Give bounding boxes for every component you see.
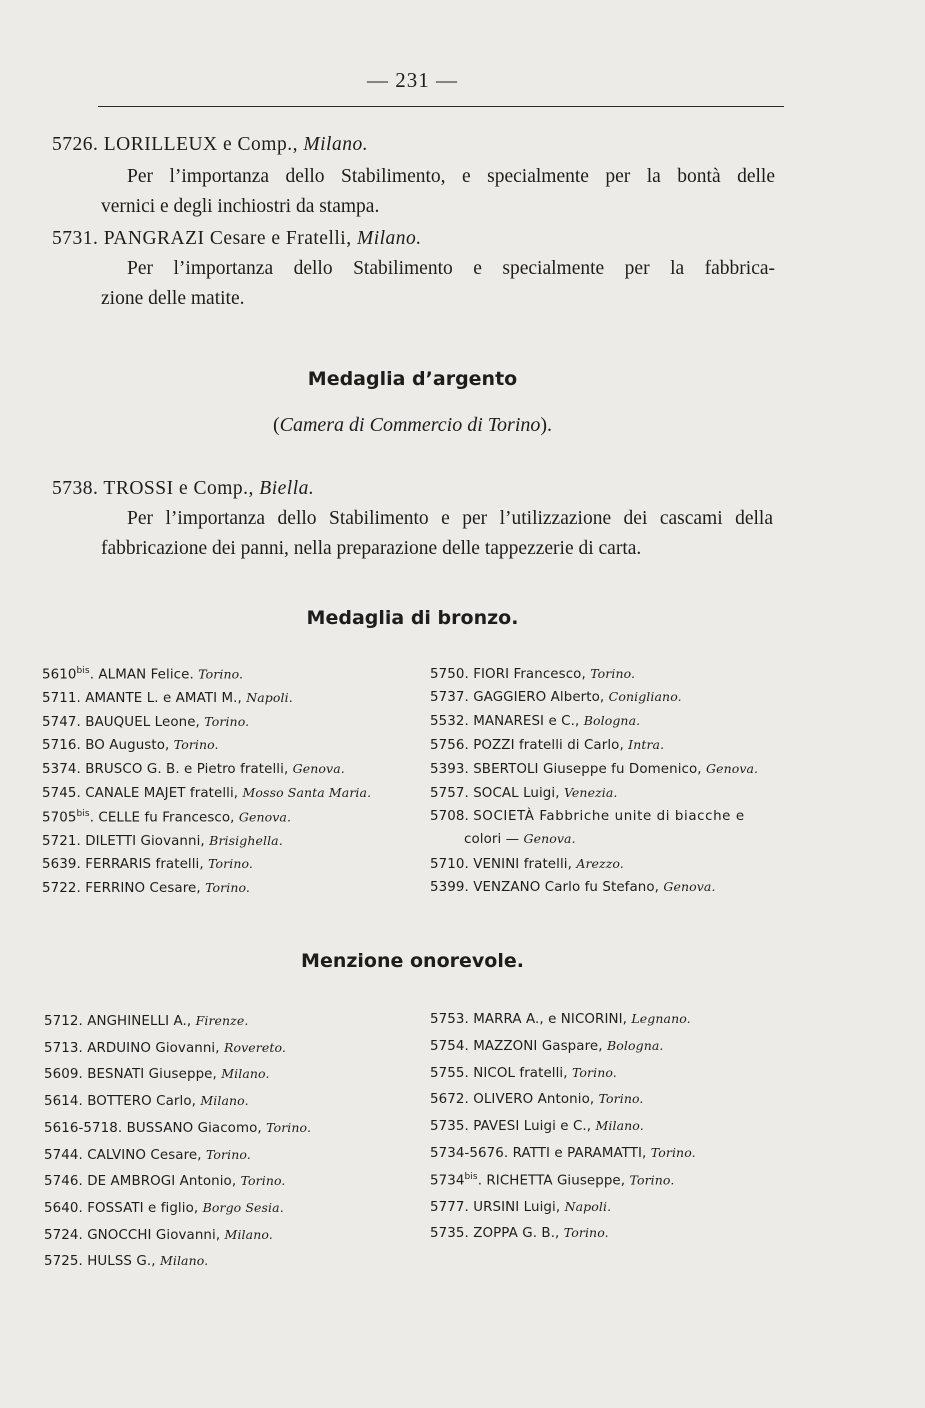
entry-name: BO Augusto, bbox=[85, 738, 170, 754]
entry-place: Milano. bbox=[595, 1118, 644, 1134]
entry-name: OLIVERO Antonio, bbox=[473, 1092, 595, 1108]
entry-place: Borgo Sesia. bbox=[202, 1199, 284, 1215]
entry-name: GAGGIERO Alberto, bbox=[473, 690, 605, 705]
list-item bbox=[430, 879, 716, 895]
entry-number: 5672. bbox=[430, 1092, 469, 1108]
entry-number: 5710. bbox=[430, 857, 469, 872]
entry-place: Napoli. bbox=[564, 1198, 612, 1214]
entry-name: DE AMBROGI Antonio, bbox=[87, 1174, 237, 1190]
entry-place: Torino. bbox=[205, 1146, 251, 1162]
entry-number: 5374. bbox=[42, 762, 81, 778]
entry-name: colori — bbox=[464, 832, 520, 847]
list-item bbox=[42, 880, 250, 896]
bis-dot: . bbox=[89, 810, 95, 826]
entry-name: CELLE fu Francesco, bbox=[98, 810, 235, 826]
entry-number: 5724. bbox=[44, 1227, 83, 1243]
entry-text: zione delle matite. bbox=[101, 288, 245, 309]
page-number: — 231 — bbox=[367, 68, 458, 92]
chamber-name: Camera di Commercio di Torino bbox=[279, 414, 541, 436]
list-item bbox=[42, 737, 219, 753]
entry-number: 5747. bbox=[42, 714, 81, 730]
entry-place: Genova. bbox=[523, 831, 576, 846]
entry-number: 5757. bbox=[430, 786, 469, 801]
entry-place: Torino. bbox=[205, 880, 250, 896]
entry-text: fabbricazione dei panni, nella preparazione delle tappezzerie di carta. bbox=[101, 538, 642, 559]
list-item bbox=[464, 831, 576, 847]
entry-place: Bologna. bbox=[583, 713, 641, 728]
entry-place: Arezzo. bbox=[576, 856, 624, 871]
entry-name: POZZI fratelli di Carlo, bbox=[473, 738, 624, 753]
entry-number: 5731. bbox=[52, 228, 99, 249]
entry-name: MANARESI e C., bbox=[473, 714, 580, 729]
entry-place: Torino. bbox=[198, 666, 244, 682]
list-item bbox=[430, 1145, 696, 1161]
entry-number: 5734-5676. bbox=[430, 1146, 509, 1161]
entry-number: 5393. bbox=[430, 762, 469, 777]
entry-name: SOCAL Luigi, bbox=[473, 786, 560, 801]
entry-place: Mosso Santa Maria. bbox=[242, 785, 372, 800]
entry-place: Milano. bbox=[159, 1253, 209, 1269]
entry-name: BOTTERO Carlo, bbox=[87, 1094, 197, 1110]
entry-name: ANGHINELLI A., bbox=[87, 1014, 192, 1029]
entry-place: Intra. bbox=[628, 737, 665, 752]
entry-number: 5755. bbox=[430, 1065, 469, 1081]
entry-number: 5708. bbox=[430, 809, 469, 824]
entry-place: Milano. bbox=[303, 134, 369, 155]
entry-name: FIORI Francesco, bbox=[473, 667, 586, 682]
entry-number: 5614. bbox=[44, 1094, 83, 1110]
entry-name: CALVINO Cesare, bbox=[87, 1147, 202, 1163]
section-heading-bronze: Medaglia di bronzo. bbox=[306, 607, 519, 629]
entry-number: 5726. bbox=[52, 134, 99, 155]
entry-place: Genova. bbox=[292, 761, 345, 777]
entry-name: VENINI fratelli, bbox=[473, 857, 572, 872]
list-item bbox=[44, 1066, 270, 1082]
entry-number: 5737. bbox=[430, 690, 469, 705]
entry-number: 5745. bbox=[42, 786, 81, 801]
entry-place: Torino. bbox=[173, 737, 219, 753]
bis-marker: bis bbox=[76, 666, 90, 676]
entry-name: CANALE MAJET fratelli, bbox=[85, 786, 239, 801]
entry-name: URSINI Luigi, bbox=[473, 1199, 561, 1215]
list-item bbox=[42, 833, 283, 849]
entry-number: 5609. bbox=[44, 1067, 83, 1083]
list-item bbox=[44, 1147, 251, 1163]
list-item bbox=[430, 809, 745, 824]
list-item bbox=[430, 785, 618, 801]
entry-place: Rovereto. bbox=[223, 1039, 286, 1055]
list-item bbox=[430, 761, 758, 777]
entry-place: Torino. bbox=[629, 1172, 675, 1188]
entry-name: FERRARIS fratelli, bbox=[85, 857, 204, 873]
entry-name: MARRA A., e NICORINI, bbox=[473, 1012, 628, 1027]
list-item bbox=[430, 737, 664, 753]
list-item bbox=[44, 1227, 273, 1243]
entry-place: Brisighella. bbox=[209, 832, 283, 848]
entry-number: 5744. bbox=[44, 1147, 83, 1163]
entry-number: 5734 bbox=[430, 1173, 465, 1189]
list-item bbox=[430, 1065, 617, 1081]
list-item bbox=[42, 761, 345, 777]
entry-place: Torino. bbox=[571, 1064, 617, 1080]
section-subheading: (Camera di Commercio di Torino). bbox=[272, 414, 553, 436]
entry-number: 5610 bbox=[42, 667, 77, 683]
entry-name: ARDUINO Giovanni, bbox=[87, 1040, 220, 1056]
entry-place: Firenze. bbox=[195, 1013, 249, 1028]
entry-place: Milano. bbox=[200, 1093, 249, 1109]
entry-number: 5722. bbox=[42, 881, 81, 897]
list-item bbox=[44, 1013, 248, 1029]
entry-number: 5640. bbox=[44, 1200, 83, 1216]
entry-name: FOSSATI e figlio, bbox=[87, 1200, 199, 1216]
entry-name: BESNATI Giuseppe, bbox=[87, 1067, 217, 1083]
list-item bbox=[430, 1172, 674, 1188]
entry-place: Torino. bbox=[204, 713, 250, 729]
entry-number: 5754. bbox=[430, 1038, 469, 1054]
list-item bbox=[44, 1253, 208, 1269]
bis-dot: . bbox=[89, 667, 95, 683]
list-item bbox=[42, 856, 253, 872]
entry-place: Torino. bbox=[208, 856, 253, 872]
list-item bbox=[430, 1038, 663, 1054]
entry-place: Genova. bbox=[238, 809, 292, 825]
entry-number: 5750. bbox=[430, 667, 469, 682]
list-item bbox=[44, 1120, 311, 1136]
entry-name: TROSSI e Comp., bbox=[103, 478, 254, 499]
entry-place: Milano. bbox=[356, 228, 422, 249]
entry-name: NICOL fratelli, bbox=[473, 1065, 568, 1081]
entry-name: MAZZONI Gaspare, bbox=[473, 1038, 603, 1054]
entry-name: AMANTE L. e AMATI M., bbox=[85, 690, 242, 706]
bis-marker: bis bbox=[464, 1171, 478, 1182]
entry-name: HULSS G., bbox=[87, 1254, 156, 1270]
entry-number: 5716. bbox=[42, 738, 81, 754]
entry-place: Legnano. bbox=[631, 1011, 691, 1026]
section-heading-honorable: Menzione onorevole. bbox=[301, 950, 524, 972]
bis-dot: . bbox=[477, 1173, 483, 1189]
list-item bbox=[430, 856, 624, 872]
entry-number: 5532. bbox=[430, 714, 469, 729]
entry-number: 5725. bbox=[44, 1254, 83, 1270]
header-rule bbox=[98, 106, 784, 107]
entry-name: GNOCCHI Giovanni, bbox=[87, 1227, 221, 1243]
entry-heading bbox=[52, 134, 368, 156]
list-item bbox=[42, 690, 293, 706]
entry-name: BRUSCO G. B. e Pietro fratelli, bbox=[85, 762, 289, 778]
list-item bbox=[44, 1173, 285, 1189]
section-heading-silver: Medaglia d’argento bbox=[307, 368, 518, 390]
list-item bbox=[430, 666, 635, 682]
entry-name: BAUQUEL Leone, bbox=[85, 714, 200, 730]
list-item bbox=[42, 809, 291, 825]
entry-number: 5735. bbox=[430, 1119, 469, 1135]
entry-text: Per l’importanza dello Stabilimento, e specialmente per la bontà delle bbox=[127, 166, 775, 187]
entry-number: 5399. bbox=[430, 880, 469, 895]
entry-place: Venezia. bbox=[563, 785, 618, 800]
list-item bbox=[42, 785, 371, 801]
entry-number: 5721. bbox=[42, 833, 81, 849]
entry-number: 5705 bbox=[42, 810, 77, 826]
entry-name: FERRINO Cesare, bbox=[85, 881, 201, 897]
entry-number: 5616-5718. bbox=[44, 1120, 123, 1136]
entry-name: DILETTI Giovanni, bbox=[85, 833, 205, 849]
list-item bbox=[44, 1040, 286, 1056]
entry-number: 5713. bbox=[44, 1040, 83, 1056]
entry-place: Torino. bbox=[240, 1173, 286, 1189]
entry-name: PAVESI Luigi e C., bbox=[473, 1119, 592, 1135]
entry-name: SBERTOLI Giuseppe fu Domenico, bbox=[473, 762, 702, 777]
list-item bbox=[42, 714, 249, 730]
bis-marker: bis bbox=[76, 808, 90, 819]
entry-number: 5756. bbox=[430, 738, 469, 753]
entry-place: Biella. bbox=[259, 478, 315, 499]
entry-place: Genova. bbox=[705, 761, 759, 776]
entry-place: Milano. bbox=[224, 1226, 273, 1242]
entry-name: PANGRAZI Cesare e Fratelli, bbox=[103, 228, 352, 249]
list-item bbox=[430, 1118, 644, 1134]
list-item bbox=[44, 1200, 284, 1216]
entry-place: Torino. bbox=[598, 1091, 644, 1107]
entry-name: ZOPPA G. B., bbox=[473, 1226, 560, 1242]
list-item bbox=[42, 666, 243, 682]
entry-text: vernici e degli inchiostri da stampa. bbox=[101, 196, 380, 217]
list-item bbox=[430, 1091, 644, 1107]
entry-name: LORILLEUX e Comp., bbox=[103, 134, 298, 155]
entry-number: 5639. bbox=[42, 857, 81, 873]
list-item bbox=[430, 689, 682, 705]
entry-name: RICHETTA Giuseppe, bbox=[486, 1173, 626, 1189]
entry-place: Torino. bbox=[563, 1225, 609, 1241]
entry-number: 5711. bbox=[42, 690, 81, 706]
entry-name: VENZANO Carlo fu Stefano, bbox=[473, 880, 660, 895]
entry-place: Napoli. bbox=[246, 689, 293, 705]
list-item bbox=[430, 1225, 609, 1241]
entry-number: 5735. bbox=[430, 1226, 469, 1242]
entry-number: 5746. bbox=[44, 1174, 83, 1190]
entry-name: SOCIETÀ Fabbriche unite di biacche e bbox=[473, 809, 745, 824]
list-item bbox=[430, 1199, 611, 1215]
entry-place: Conigliano. bbox=[608, 689, 682, 704]
entry-number: 5753. bbox=[430, 1012, 469, 1027]
entry-place: Bologna. bbox=[606, 1037, 664, 1053]
entry-number: 5738. bbox=[52, 478, 99, 499]
entry-place: Torino. bbox=[590, 666, 636, 681]
entry-number: 5777. bbox=[430, 1199, 469, 1215]
entry-name: ALMAN Felice. bbox=[98, 667, 194, 683]
entry-text: Per l’importanza dello Stabilimento e specialmente per la fabbrica- bbox=[127, 258, 775, 279]
entry-heading bbox=[52, 478, 314, 500]
entry-name: RATTI e PARAMATTI, bbox=[512, 1146, 647, 1161]
entry-place: Milano. bbox=[221, 1066, 270, 1082]
entry-text: Per l’importanza dello Stabilimento e per l’utilizzazione dei cascami della bbox=[127, 508, 773, 529]
entry-place: Genova. bbox=[663, 879, 716, 894]
entry-number: 5712. bbox=[44, 1014, 83, 1029]
entry-name: BUSSANO Giacomo, bbox=[126, 1120, 262, 1136]
entry-heading bbox=[52, 228, 422, 250]
list-item bbox=[44, 1093, 249, 1109]
entry-place: Torino. bbox=[650, 1145, 696, 1160]
list-item bbox=[430, 713, 640, 729]
entry-place: Torino. bbox=[266, 1119, 312, 1135]
list-item bbox=[430, 1011, 691, 1027]
